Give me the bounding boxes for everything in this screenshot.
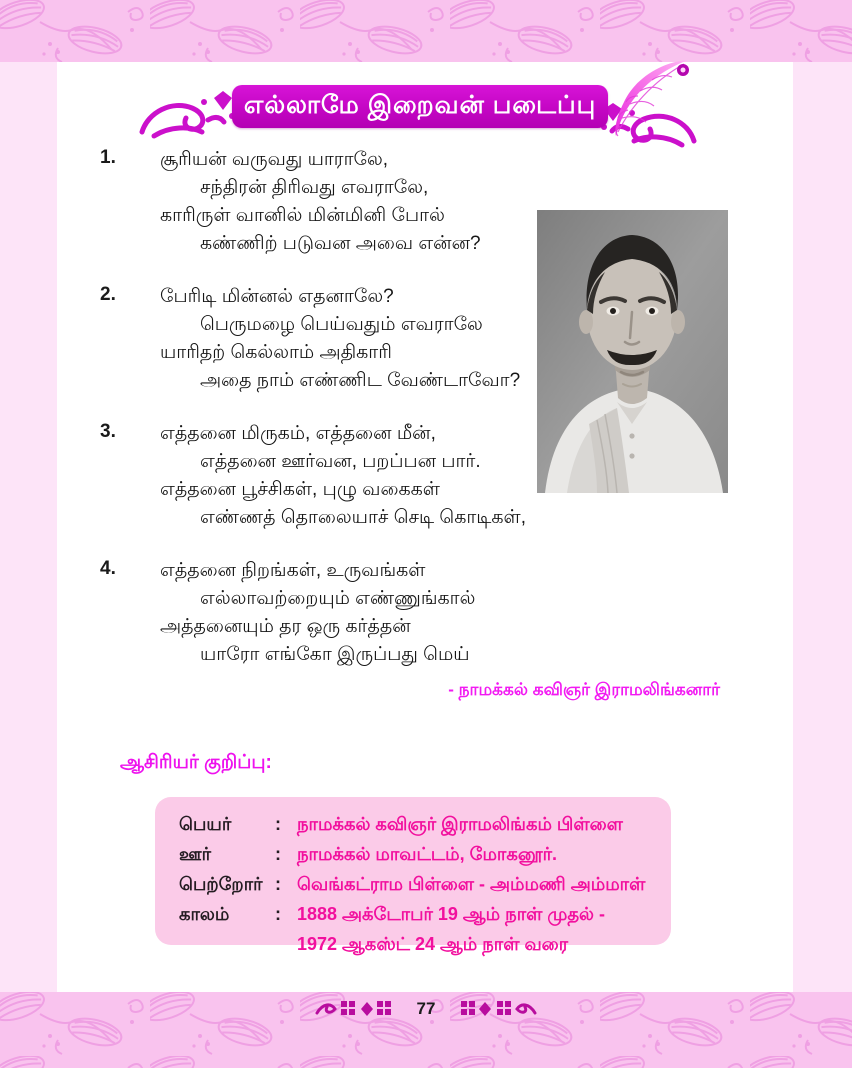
- peacock-feather-icon: [600, 58, 705, 138]
- stanza-lines: [160, 283, 520, 395]
- note-row-parents: [179, 869, 671, 899]
- note-value: 1888 அக்டோபர் 19 ஆம் நாள் முதல் -: [297, 904, 605, 924]
- lesson-title-banner: [232, 85, 608, 128]
- poet-portrait-photo: [537, 210, 728, 493]
- note-label: பெயர்: [179, 814, 232, 834]
- note-label: காலம்: [179, 904, 230, 924]
- stanza-number: 3.: [100, 421, 116, 442]
- lesson-title: எல்லாமே இறைவன் படைப்பு: [243, 90, 597, 119]
- poem-line: சந்திரன் திரிவது எவராலே,: [200, 177, 429, 198]
- poem-stanza-4: [100, 557, 545, 669]
- note-row-period-continued: [297, 929, 671, 959]
- poet-attribution: - நாமக்கல் கவிஞர் இராமலிங்கனார்: [448, 680, 720, 699]
- note-value: நாமக்கல் மாவட்டம், மோகனூர்.: [297, 844, 558, 864]
- stanza-number: 1.: [100, 147, 116, 168]
- poem-line: சூரியன் வருவது யாராலே,: [160, 149, 389, 170]
- stanza-number: 2.: [100, 284, 116, 305]
- poem-stanza-1: [100, 146, 545, 258]
- author-note-heading: ஆசிரியர் குறிப்பு:: [120, 752, 272, 773]
- page-footer: [0, 996, 852, 1022]
- poem-line: பெருமழை பெய்வதும் எவராலே: [200, 314, 483, 335]
- left-flourish-icon: [138, 90, 238, 140]
- stanza-lines: [160, 146, 481, 258]
- note-label: பெற்றோர்: [179, 874, 263, 894]
- stanza-lines: [160, 557, 475, 669]
- note-row-place: [179, 839, 671, 869]
- footer-ornament-left-icon: [315, 999, 403, 1019]
- poem-line: கண்ணிற் படுவன அவை என்ன?: [200, 233, 481, 254]
- poem: [100, 146, 545, 694]
- poem-line: யாரிதற் கெல்லாம் அதிகாரி: [160, 342, 392, 363]
- poem-line: அத்தனையும் தர ஒரு கர்த்தன்: [160, 616, 411, 637]
- poem-line: பேரிடி மின்னல் எதனாலே?: [160, 286, 394, 307]
- note-colon: :: [275, 844, 281, 864]
- poem-line: எண்ணத் தொலையாச் செடி கொடிகள்,: [200, 507, 526, 528]
- note-label: ஊர்: [179, 844, 212, 864]
- note-row-period: [179, 899, 671, 929]
- top-leaf-border: [0, 0, 852, 62]
- stanza-number: 4.: [100, 558, 116, 579]
- poem-line: எத்தனை பூச்சிகள், புழு வகைகள்: [160, 479, 440, 500]
- footer-ornament-right-icon: [449, 999, 537, 1019]
- poem-line: காரிருள் வானில் மின்மினி போல்: [160, 205, 445, 226]
- poem-line: எத்தனை ஊர்வன, பறப்பன பார்.: [200, 451, 481, 472]
- note-value: வெங்கட்ராம பிள்ளை - அம்மணி அம்மாள்: [297, 874, 646, 894]
- note-row-name: [179, 809, 671, 839]
- poem-line: யாரோ எங்கோ இருப்பது மெய்: [200, 644, 470, 665]
- poem-stanza-2: [100, 283, 545, 395]
- note-colon: :: [275, 874, 281, 894]
- note-value: 1972 ஆகஸ்ட் 24 ஆம் நாள் வரை: [297, 934, 569, 954]
- poem-line: எல்லாவற்றையும் எண்ணுங்கால்: [200, 588, 476, 609]
- note-value: நாமக்கல் கவிஞர் இராமலிங்கம் பிள்ளை: [297, 814, 623, 834]
- author-note-box: [155, 797, 671, 954]
- poem-stanza-3: [100, 420, 545, 532]
- note-colon: :: [275, 904, 281, 924]
- note-colon: :: [275, 814, 281, 834]
- poem-line: எத்தனை நிறங்கள், உருவங்கள்: [160, 560, 426, 581]
- poem-line: அதை நாம் எண்ணிட வேண்டாவோ?: [200, 370, 521, 391]
- poem-line: எத்தனை மிருகம், எத்தனை மீன்,: [160, 423, 436, 444]
- page-number: 77: [416, 999, 436, 1018]
- stanza-lines: [160, 420, 526, 532]
